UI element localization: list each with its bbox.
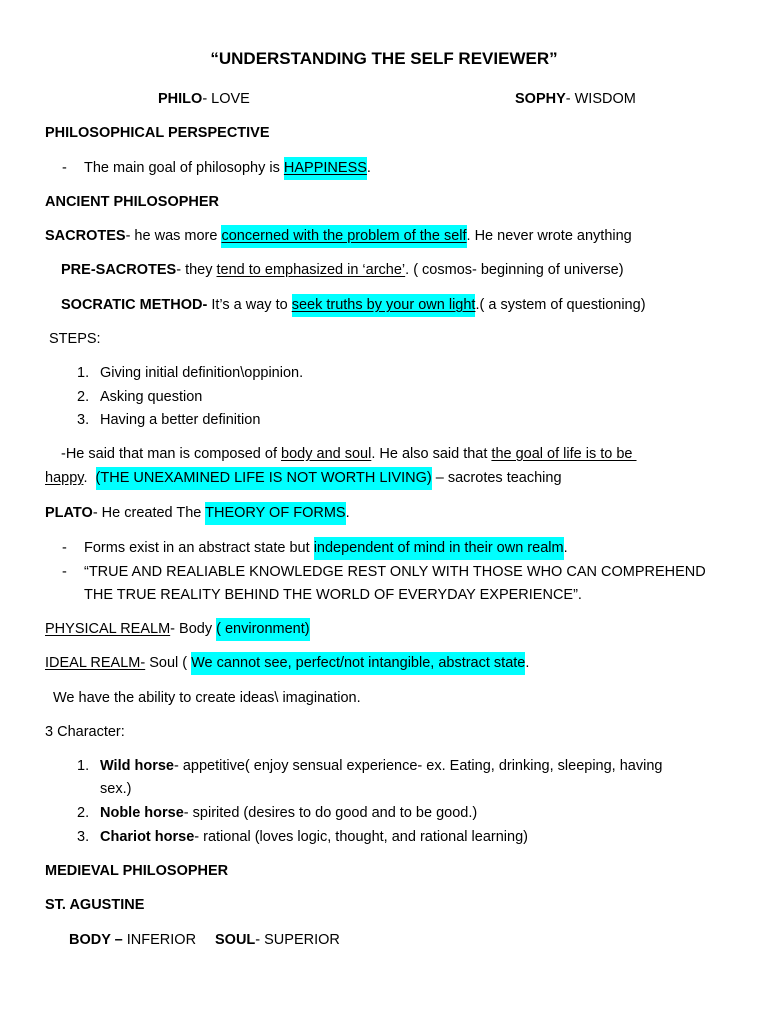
paragraph-text: It’s a way to	[207, 297, 292, 313]
sophy-term: SOPHY	[515, 91, 566, 107]
underlined-text: happy	[45, 470, 84, 486]
underlined-text: PHYSICAL REALM	[45, 621, 171, 637]
character-name: Wild horse	[100, 758, 174, 774]
paragraph-text: . He also said that	[371, 446, 492, 462]
bullet-text: “TRUE AND REALIABLE KNOWLEDGE REST ONLY WITH THOSE WHO CAN COMPREHEND	[84, 564, 706, 580]
philo-term: PHILO	[158, 91, 203, 107]
pre-sacrotes-paragraph	[61, 260, 624, 280]
underlined-text: tend to emphasized in ‘arche’	[216, 262, 406, 278]
teaching-paragraph-line	[45, 468, 562, 488]
philosopher-name: PLATO	[45, 505, 93, 521]
philo-meaning: - LOVE	[202, 91, 250, 107]
ideal-realm-paragraph	[45, 653, 529, 673]
philosopher-name: SACROTES	[45, 228, 126, 244]
highlighted-text: We cannot see, perfect/not intangible, abstract state	[191, 652, 525, 675]
paragraph-text: - He created The	[92, 505, 206, 521]
soul-definition	[215, 930, 340, 950]
bullet-knowledge-quote-continued: THE TRUE REALITY BEHIND THE WORLD OF EVERYDAY EXPERIENCE”.	[84, 587, 582, 603]
philo-definition	[158, 89, 250, 109]
sentence-end: .	[563, 540, 568, 556]
sentence-end: .	[525, 655, 530, 671]
plato-paragraph	[45, 503, 350, 523]
highlighted-text: seek truths by your own light	[292, 294, 476, 317]
characters-label: 3 Character:	[45, 724, 125, 740]
highlighted-text: THEORY OF FORMS	[205, 502, 345, 525]
steps-label: STEPS:	[49, 331, 101, 347]
underlined-text: the goal of life is to be	[491, 446, 637, 462]
term-label: PRE-SACROTES	[61, 262, 177, 278]
paragraph-text: - he was more	[125, 228, 222, 244]
soul-term: SOUL	[215, 932, 256, 948]
list-item	[77, 363, 303, 383]
soul-value: - SUPERIOR	[255, 932, 340, 948]
list-number: 3.	[77, 412, 90, 428]
highlighted-term: HAPPINESS	[284, 157, 367, 180]
body-definition	[69, 930, 196, 950]
list-number: 1.	[77, 365, 90, 381]
highlighted-text: (THE UNEXAMINED LIFE IS NOT WORTH LIVING)	[96, 467, 432, 490]
teaching-paragraph-line	[61, 444, 637, 464]
list-item-text: Having a better definition	[100, 412, 261, 428]
section-heading-medieval-philosopher: MEDIEVAL PHILOSOPHER	[45, 863, 229, 879]
bullet-marker: -	[62, 564, 67, 580]
list-item-text: - appetitive( enjoy sensual experience- ex. Eating, drinking, sleeping, having	[174, 758, 663, 774]
paragraph-text: .( a system of questioning)	[475, 297, 646, 313]
bullet-marker: -	[62, 540, 67, 556]
list-item-text: Asking question	[100, 389, 203, 405]
list-number: 1.	[77, 758, 90, 774]
paragraph-text: . ( cosmos- beginning of universe)	[405, 262, 624, 278]
underlined-text: IDEAL REALM-	[45, 655, 146, 671]
philosopher-name: ST. AGUSTINE	[45, 897, 145, 913]
list-item	[77, 387, 202, 407]
paragraph-text: – sacrotes teaching	[431, 470, 562, 486]
sacrotes-paragraph	[45, 226, 632, 246]
ability-paragraph: We have the ability to create ideas\ imagination.	[53, 690, 361, 706]
character-name: Noble horse	[100, 805, 184, 821]
paragraph-text: -He said that man is composed of	[61, 446, 282, 462]
paragraph-text: .	[83, 470, 96, 486]
highlighted-text: concerned with the problem of the self	[221, 225, 466, 248]
bullet-goal-of-philosophy	[62, 158, 371, 178]
sophy-meaning: - WISDOM	[565, 91, 636, 107]
list-item-text: - rational (loves logic, thought, and rational learning)	[194, 829, 528, 845]
sentence-end: .	[366, 160, 371, 176]
list-item-text: - spirited (desires to do good and to be good.)	[183, 805, 478, 821]
bullet-forms	[62, 538, 568, 558]
paragraph-text: - they	[176, 262, 217, 278]
list-item-text: Giving initial definition\oppinion.	[100, 365, 304, 381]
paragraph-text: . He never wrote anything	[466, 228, 632, 244]
list-number: 2.	[77, 805, 90, 821]
character-name: Chariot horse	[100, 829, 195, 845]
underlined-text: body and soul	[281, 446, 372, 462]
list-number: 3.	[77, 829, 90, 845]
list-item	[77, 803, 477, 823]
socratic-method-paragraph	[61, 295, 646, 315]
paragraph-text: - Body	[170, 621, 217, 637]
list-item	[77, 827, 528, 847]
physical-realm-paragraph	[45, 619, 310, 639]
bullet-marker: -	[62, 160, 67, 176]
bullet-knowledge-quote	[62, 562, 706, 582]
bullet-text: The main goal of philosophy is	[84, 160, 284, 176]
list-number: 2.	[77, 389, 90, 405]
section-heading-ancient-philosopher: ANCIENT PHILOSOPHER	[45, 194, 220, 210]
term-label: SOCRATIC METHOD-	[61, 297, 208, 313]
section-heading-philosophical-perspective: PHILOSOPHICAL PERSPECTIVE	[45, 125, 270, 141]
highlighted-text: independent of mind in their own realm	[314, 537, 564, 560]
body-term: BODY –	[69, 932, 123, 948]
bullet-text: Forms exist in an abstract state but	[84, 540, 314, 556]
body-value: INFERIOR	[122, 932, 197, 948]
document-title: “UNDERSTANDING THE SELF REVIEWER”	[210, 49, 558, 68]
sentence-end: .	[345, 505, 350, 521]
sophy-definition	[515, 89, 636, 109]
paragraph-text: Soul (	[145, 655, 192, 671]
list-item	[77, 756, 662, 776]
highlighted-text: ( environment)	[216, 618, 309, 641]
list-item-continued: sex.)	[100, 781, 132, 797]
list-item	[77, 410, 260, 430]
